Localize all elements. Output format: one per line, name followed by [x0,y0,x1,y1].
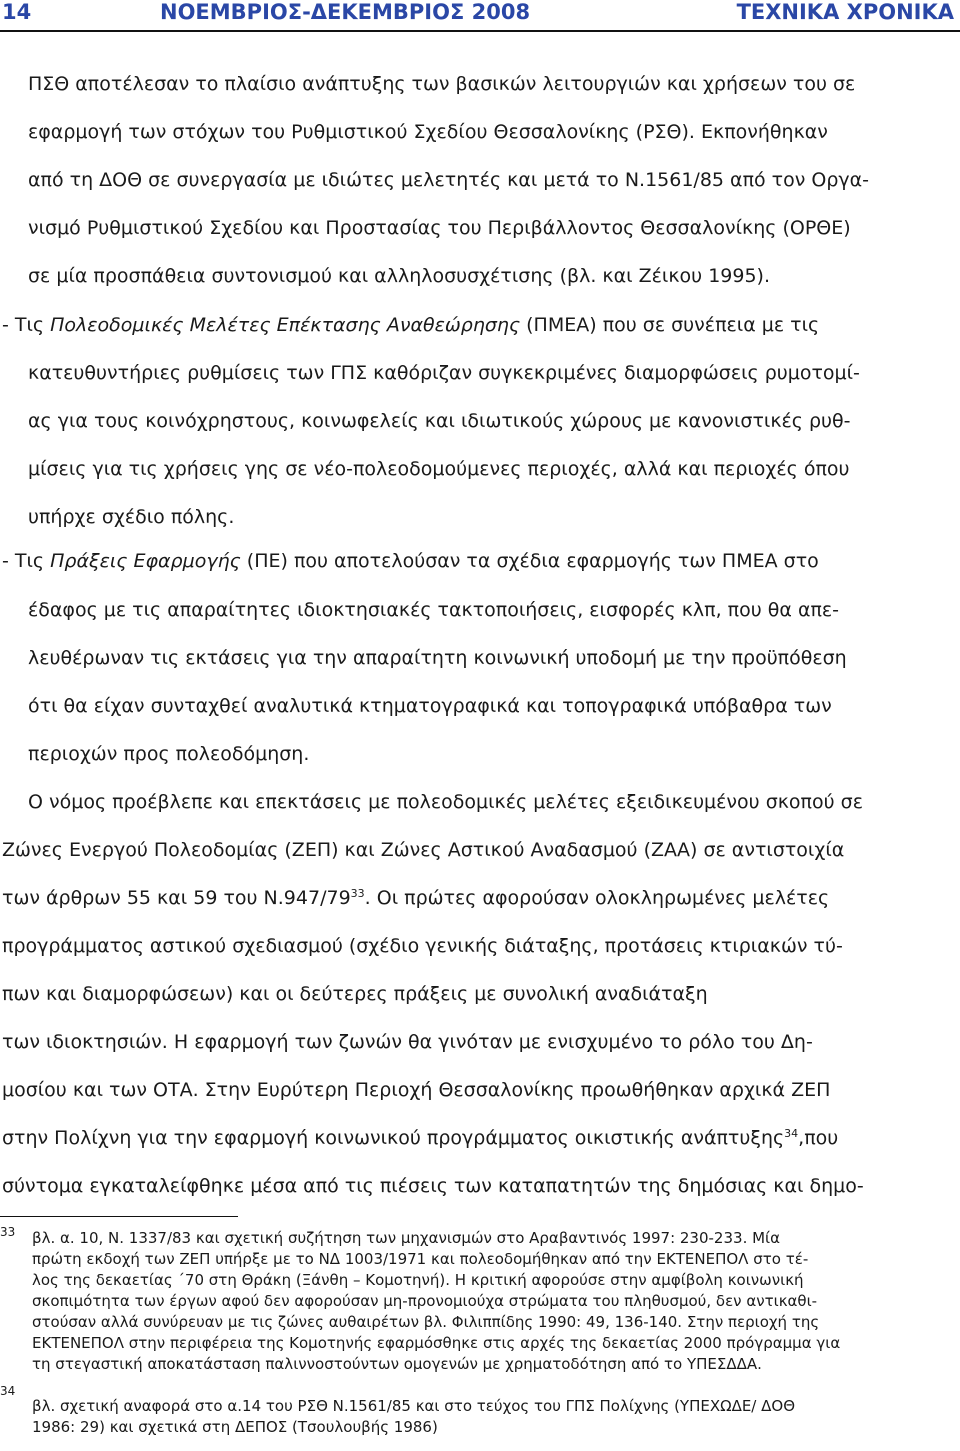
term-pmea: Πολεοδομικές Μελέτες Επέκτασης Αναθεώρησης [50,314,521,336]
text-line: των άρθρων 55 και 59 του $N.947/79^{33}$. Οι πρώτες αφορούσαν ολοκληρωμένες μελέτες [2,887,830,909]
footnote-line: 1986: 29) και σχετικά στη ΔΕΠΟΣ (Τσουλουβής 1986) [32,1418,438,1436]
text-line: μίσεις για τις χρήσεις γης σε νέο-πολεοδομούμενες περιοχές, αλλά και περιοχές όπου [28,458,850,480]
journal-title: ΤΕΧΝΙΚΑ ΧΡΟΝΙΚΑ [736,0,954,24]
text-line: κατευθυντήριες ρυθμίσεις των ΓΠΣ καθόριζαν συγκεκριμένες διαμορφώσεις ρυμοτομί- [28,362,860,384]
text-line: Ο νόμος προέβλεπε και επεκτάσεις με πολεοδομικές μελέτες εξειδικευμένου σκοπού σε [28,791,863,813]
footnote-line: βλ. σχετική αναφορά στο α.14 του ΡΣΘ Ν.1561/85 και στο τεύχος του ΓΠΣ Πολίχνης (ΥΠΕΧΩΔΕ/ ΔΟΘ [32,1397,796,1415]
page-header [0,0,960,32]
footnote-line: πρώτη εκδοχή των ΖΕΠ υπήρξε με το ΝΔ 1003/1971 και πολεοδομήθηκαν από την ΕΚΤΕΝΕΠΟΛ στο τέ- [32,1250,809,1268]
text-line: πων και διαμορφώσεων) και οι δεύτερες πράξεις με συνολική αναδιάταξη [2,983,708,1005]
list-item-text: (ΠΜΕΑ) που σε συνέπεια με τις [520,314,820,336]
footnote-line: βλ. α. 10, Ν. 1337/83 και σχετική συζήτηση των μηχανισμών στο Αραβαντινός 1997: 230-233. Μία [32,1229,781,1247]
text-line: έδαφος με τις απαραίτητες ιδιοκτησιακές τακτοποιήσεις, εισφορές κλπ, που θα απε- [28,599,840,621]
list-item-text: (ΠΕ) που αποτελούσαν τα σχέδια εφαρμογής των ΠΜΕΑ στο [240,550,819,572]
footnote-line: τη στεγαστική αποκατάσταση παλιννοστούντων ομογενών με χρηματοδότηση από το ΥΠΕΣΔΔΑ. [32,1355,762,1373]
text-line: σε μία προσπάθεια συντονισμού και αλληλοσυσχέτισης (βλ. και Ζέικου 1995). [28,265,771,287]
footnote-line: σκοπιμότητα των έργων αφού δεν αφορούσαν μη-προνομιούχα στρώματα του πληθυσμού, δεν αντικαθι- [32,1292,818,1310]
text-line: λευθέρωναν τις εκτάσεις για την απαραίτητη κοινωνική υποδομή με την προϋπόθεση [28,647,847,669]
list-item-pe [2,549,819,573]
footnote-number-34: 34 [0,1384,16,1398]
text-line: σύντομα εγκαταλείφθηκε μέσα από τις πιέσεις των καταπατητών της δημόσιας και δημο- [2,1175,864,1197]
text-line: ΠΣΘ αποτέλεσαν το πλαίσιο ανάπτυξης των βασικών λειτουργιών και χρήσεων του σε [28,73,856,95]
footnote-line: λος της δεκαετίας ΄70 στη Θράκη (Ξάνθη – Κομοτηνή). Η κριτική αφορούσε στην αμφίβολη κοινωνική [32,1271,804,1289]
text-line: υπήρχε σχέδιο πόλης. [28,506,235,528]
term-pe: Πράξεις Εφαρμογής [50,550,241,572]
list-dash: - Τις [2,314,51,336]
text-line: των ιδιοκτησιών. Η εφαρμογή των ζωνών θα γινόταν με ενισχυμένο το ρόλο του Δη- [2,1031,813,1053]
text-line: μοσίου και των ΟΤΑ. Στην Ευρύτερη Περιοχή Θεσσαλονίκης προωθήθηκαν αρχικά ΖΕΠ [2,1079,831,1101]
text-line: Ζώνες Ενεργού Πολεοδομίας (ΖΕΠ) και Ζώνες Αστικού Αναδασμού (ΖΑΑ) σε αντιστοιχία [2,839,845,861]
list-dash: - Τις [2,550,51,572]
footnote-number-33: 33 [0,1225,16,1239]
footnote-line: στούσαν αλλά συνύρευαν με τις ζώνες αυθαιρέτων βλ. Φιλιππίδης 1990: 49, 136-140. Στην περιοχή της [32,1313,820,1331]
text-line: νισμό Ρυθμιστικού Σχεδίου και Προστασίας του Περιβάλλοντος Θεσσαλονίκης (ΟΡΘΕ) [28,217,851,239]
footnote-ref-33[interactable]: 33 [350,887,365,900]
text-line: περιοχών προς πολεοδόμηση. [28,743,310,765]
text-line: από τη ΔΟΘ σε συνεργασία με ιδιώτες μελετητές και μετά το Ν.1561/85 από τον Οργα- [28,169,870,191]
text-line: στην Πολίχνη για την εφαρμογή κοινωνικού προγράμματος οικιστικής ανάπτυξης$^{34}$,που [2,1127,839,1149]
footnote-ref-34[interactable]: 34 [784,1127,799,1140]
text-line: ότι θα είχαν συνταχθεί αναλυτικά κτηματογραφικά και τοπογραφικά υπόβαθρα των [28,695,832,717]
text-line: εφαρμογή των στόχων του Ρυθμιστικού Σχεδίου Θεσσαλονίκης (ΡΣΘ). Εκπονήθηκαν [28,121,828,143]
page-number: 14 [2,0,32,24]
text-line: ας για τους κοινόχρηστους, κοινωφελείς και ιδιωτικούς χώρους με κανονιστικές ρυθ- [28,410,851,432]
footnote-divider [0,1216,238,1217]
issue-date: ΝΟΕΜΒΡΙΟΣ-ΔΕΚΕΜΒΡΙΟΣ 2008 [160,0,531,24]
list-item-pmea [2,313,819,337]
text-line: προγράμματος αστικού σχεδιασμού (σχέδιο γενικής διάταξης, προτάσεις κτιριακών τύ- [2,935,843,957]
footnote-line: ΕΚΤΕΝΕΠΟΛ στην περιφέρεια της Κομοτηνής εφαρμόσθηκε στις αρχές της δεκαετίας 2000 πρόγραμμα για [32,1334,841,1352]
